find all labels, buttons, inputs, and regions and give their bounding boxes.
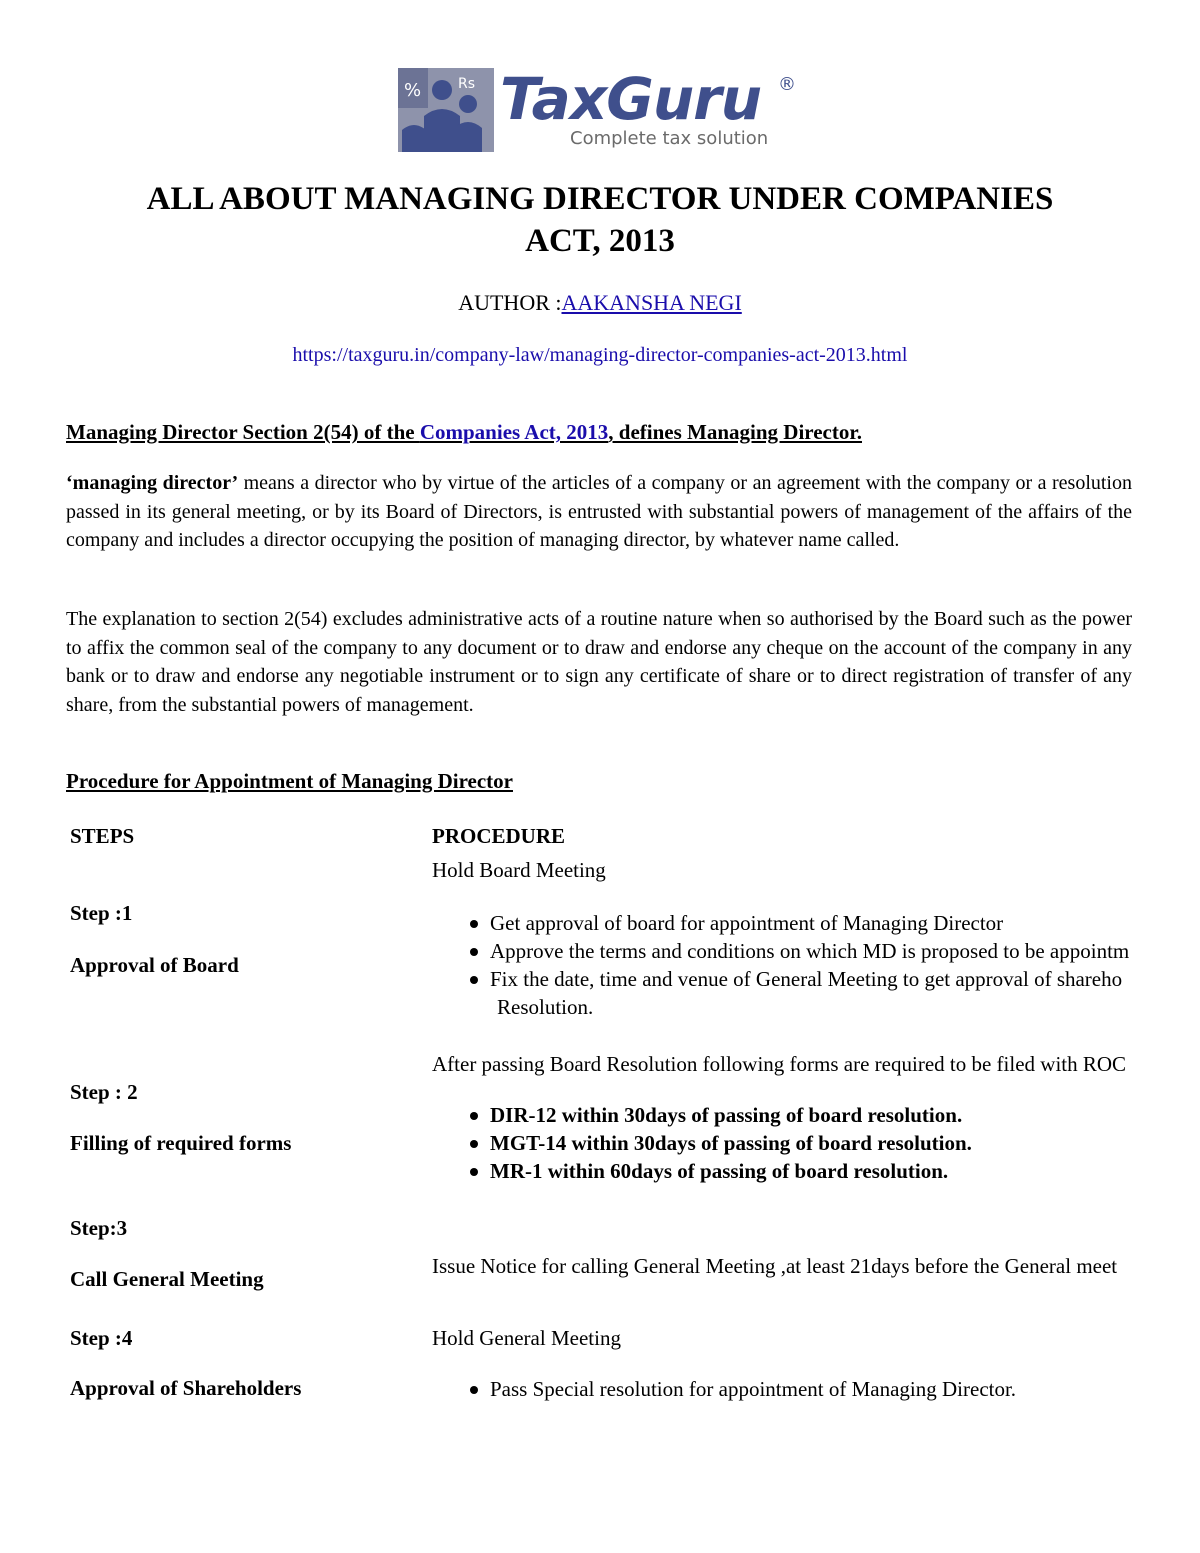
definition-paragraph [66,469,1132,555]
bullet-icon [470,948,478,956]
logo-wordmark: TaxGuru [500,65,762,133]
bullet-text: Get approval of board for appointment of Managing Director [490,911,1004,935]
step2-intro: After passing Board Resolution following forms are required to be filed with ROC [432,1052,1127,1076]
author-link[interactable]: AAKANSHA NEGI [561,290,742,315]
step1-label: Step :1 [70,901,133,925]
explanation-paragraph: The explanation to section 2(54) excludes administrative acts of a routine nature when so authorised by the Board such as the power to affix the common seal of the company to any document or to draw and endorse any cheque on the account of the company in any bank or to draw and endorse any negotiable instrument or to sign any certificate of share or to direct registration of transfer of any share, from the substantial powers of management. [66,608,1132,716]
step3-label: Step:3 [70,1216,128,1240]
logo-mark-icon [398,68,494,152]
step4-intro: Hold General Meeting [432,1326,621,1350]
step2-label: Step : 2 [70,1080,138,1104]
step3-name: Call General Meeting [70,1267,264,1291]
list-item [468,1157,1200,1185]
step1-bullet-list [468,909,1200,1021]
definition-heading [66,420,862,445]
bullet-text: Approve the terms and conditions on which MD is proposed to be appointm [490,939,1130,963]
list-item [468,937,1200,965]
step1-intro: Hold Board Meeting [432,858,606,882]
defined-term: ‘managing director’ [66,472,239,494]
step1-name: Approval of Board [70,953,239,977]
svg-text:%: % [404,80,422,101]
registered-mark: ® [778,74,796,95]
svg-text:Rs: Rs [458,76,476,92]
list-item [468,1375,1200,1403]
bullet-icon [470,920,478,928]
bullet-icon [470,976,478,984]
heading-text-pre: Managing Director Section 2(54) of the [66,420,420,444]
title-line-1: ALL ABOUT MANAGING DIRECTOR UNDER COMPANIES [146,181,1054,217]
procedure-heading: Procedure for Appointment of Managing Director [66,769,513,793]
procedure-column-header: PROCEDURE [432,824,566,848]
bullet-text: DIR-12 within 30days of passing of board resolution. [490,1103,963,1127]
list-item [468,965,1200,993]
bullet-text: Fix the date, time and venue of General Meeting to get approval of shareho [490,967,1123,991]
step4-label: Step :4 [70,1326,133,1350]
list-item [468,1101,1200,1129]
heading-text-post: , defines Managing Director. [608,420,862,444]
step4-bullet-list [468,1375,1200,1403]
article-url-link[interactable]: https://taxguru.in/company-law/managing-director-companies-act-2013.html [292,344,908,366]
bullet-icon [470,1168,478,1176]
title-line-2: ACT, 2013 [525,223,675,259]
list-item [468,909,1200,937]
step3-text: Issue Notice for calling General Meeting ,at least 21days before the General meet [432,1254,1118,1278]
bullet-icon [470,1140,478,1148]
page-title [0,178,1200,262]
steps-column-header: STEPS [70,824,135,848]
list-item-continuation: Resolution. [497,995,594,1019]
taxguru-logo [398,62,808,158]
bullet-text: Pass Special resolution for appointment of Managing Director. [490,1377,1017,1401]
companies-act-link[interactable]: Companies Act, 2013 [419,420,609,444]
bullet-text: MR-1 within 60days of passing of board resolution. [490,1159,949,1183]
bullet-text: MGT-14 within 30days of passing of board resolution. [490,1131,972,1155]
logo-tagline: Complete tax solution [570,128,769,149]
step2-name: Filling of required forms [70,1131,292,1155]
author-label: AUTHOR : [458,290,562,315]
step4-name: Approval of Shareholders [70,1376,302,1400]
author-line [0,290,1200,316]
bullet-icon [470,1386,478,1394]
definition-text: means a director who by virtue of the articles of a company or an agreement with the company or a resolution passed in its general meeting, or by its Board of Directors, is entrusted with substantial powers of management of the affairs of the company and includes a director occupying the position of managing director, by whatever name called. [66,472,1132,551]
step2-bullet-list [468,1101,1200,1185]
bullet-icon [470,1112,478,1120]
list-item [468,1129,1200,1157]
